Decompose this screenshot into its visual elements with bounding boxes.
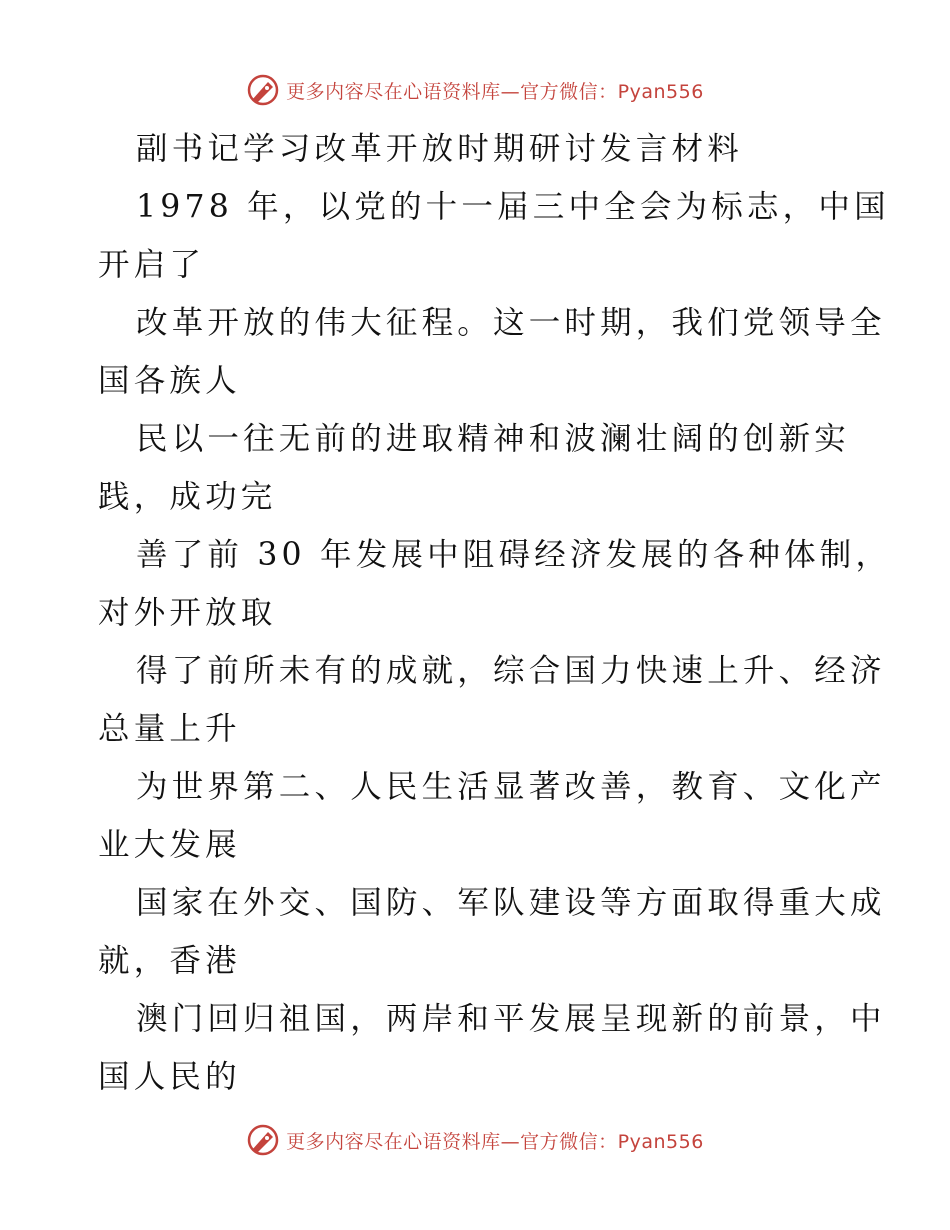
document-line: 国家在外交、国防、军队建设等方面取得重大成 xyxy=(136,885,886,921)
document-line: 为世界第二、人民生活显著改善，教育、文化产 xyxy=(136,769,886,805)
document-line: 开启了 xyxy=(98,247,206,283)
watermark-text: 更多内容尽在心语资料库—官方微信：Pyan556 xyxy=(286,80,704,103)
header-watermark xyxy=(0,70,950,110)
document-line: 1978 年，以党的十一届三中全会为标志，中国 xyxy=(136,189,890,225)
document-line: 澳门回归祖国，两岸和平发展呈现新的前景，中 xyxy=(136,1001,886,1037)
pen-nib-logo-icon xyxy=(246,1123,280,1157)
document-line: 业大发展 xyxy=(98,827,241,863)
document-line: 国各族人 xyxy=(98,363,241,399)
document-line: 民以一往无前的进取精神和波澜壮阔的创新实 xyxy=(136,421,851,457)
document-line: 善了前 30 年发展中阻碍经济发展的各种体制， xyxy=(136,537,892,573)
watermark-text: 更多内容尽在心语资料库—官方微信：Pyan556 xyxy=(286,1130,704,1153)
document-line: 对外开放取 xyxy=(98,595,277,631)
footer-watermark xyxy=(0,1120,950,1160)
document-line: 总量上升 xyxy=(98,711,241,747)
document-line: 国人民的 xyxy=(98,1059,241,1095)
document-body xyxy=(98,120,892,1106)
document-line: 践，成功完 xyxy=(98,479,277,515)
document-line: 就，香港 xyxy=(98,943,241,979)
document-line: 副书记学习改革开放时期研讨发言材料 xyxy=(136,131,743,167)
document-line: 改革开放的伟大征程。这一时期，我们党领导全 xyxy=(136,305,886,341)
pen-nib-logo-icon xyxy=(246,73,280,107)
document-line: 得了前所未有的成就，综合国力快速上升、经济 xyxy=(136,653,886,689)
